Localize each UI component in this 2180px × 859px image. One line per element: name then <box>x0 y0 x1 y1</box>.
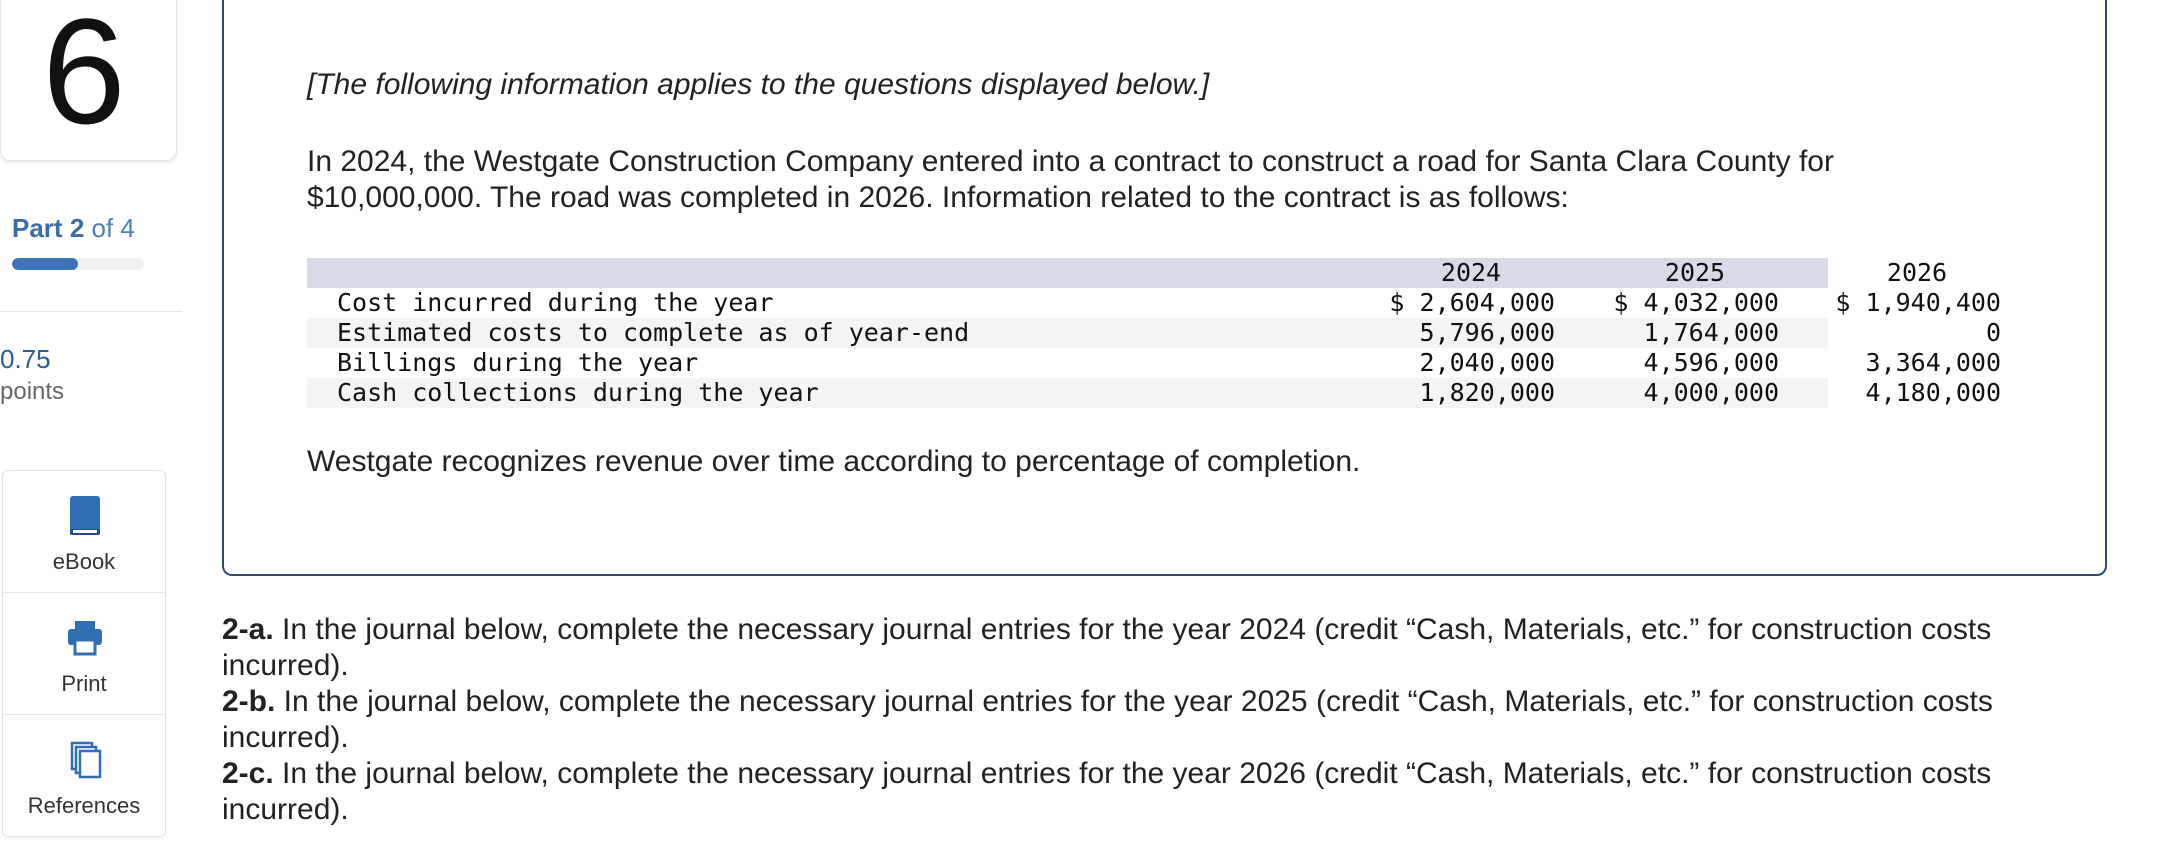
question-instructions <box>222 612 2122 828</box>
question-label: 2-b. <box>222 685 276 718</box>
copy-icon <box>64 737 106 783</box>
table-cell: 5,796,000 <box>1419 318 1555 347</box>
column-header: 2025 <box>1664 258 1726 287</box>
table-cell: 1,820,000 <box>1419 378 1555 407</box>
table-cell: 4,180,000 <box>1865 378 2001 407</box>
book-icon <box>64 493 106 539</box>
table-row <box>307 318 2001 348</box>
question-2b <box>222 684 2122 756</box>
table-cell: 1,764,000 <box>1643 318 1779 347</box>
row-label: Estimated costs to complete as of year-end <box>337 318 970 347</box>
intro-text: [The following information applies to the questions displayed below.] <box>307 68 1210 101</box>
question-2c <box>222 756 2122 828</box>
table-header <box>307 258 1948 288</box>
row-label: Cost incurred during the year <box>337 288 774 317</box>
part-current: 2 <box>69 213 85 243</box>
points-label: points <box>0 378 65 405</box>
table-cell: 4,000,000 <box>1643 378 1779 407</box>
column-header: 2026 <box>1886 258 1948 287</box>
printer-icon <box>64 615 106 661</box>
contract-description: In 2024, the Westgate Construction Company entered into a contract to construct a road for Santa Clara County for $10,000,000. The road was completed in 2026. Information related to the contract is as follows: <box>307 145 1834 214</box>
question-label: 2-a. <box>222 613 274 646</box>
tools-panel <box>2 470 166 837</box>
table-cell: 2,040,000 <box>1419 348 1555 377</box>
table-cell: $ 4,032,000 <box>1613 288 1779 317</box>
question-text: In the journal below, complete the necessary journal entries for the year 2024 (credit “Cash, Materials, etc.” for construction costs incurred). <box>222 613 1992 682</box>
question-2a <box>222 612 2122 684</box>
revenue-method-text: Westgate recognizes revenue over time according to percentage of completion. <box>307 445 1361 478</box>
ebook-label: eBook <box>52 549 116 574</box>
question-text: In the journal below, complete the necessary journal entries for the year 2025 (credit “Cash, Materials, etc.” for construction costs incurred). <box>222 685 1993 754</box>
table-cell: 4,596,000 <box>1643 348 1779 377</box>
column-header: 2024 <box>1440 258 1502 287</box>
question-number: 6 <box>42 0 126 155</box>
print-label: Print <box>61 671 107 696</box>
contract-table <box>307 258 2001 408</box>
table-cell: 0 <box>1985 318 2001 347</box>
row-label: Billings during the year <box>337 348 699 377</box>
part-progress-fill <box>12 258 78 270</box>
part-total: of 4 <box>91 213 135 243</box>
table-cell: $ 2,604,000 <box>1389 288 1555 317</box>
references-label: References <box>27 793 141 818</box>
table-row <box>307 348 2001 378</box>
sidebar-divider <box>0 311 182 312</box>
table-row <box>307 378 2001 408</box>
points-value: 0.75 <box>0 344 51 374</box>
part-label: Part <box>12 213 63 243</box>
part-indicator <box>12 213 135 244</box>
table-cell: $ 1,940,400 <box>1835 288 2001 317</box>
question-label: 2-c. <box>222 757 274 790</box>
table-cell: 3,364,000 <box>1865 348 2001 377</box>
print-button[interactable] <box>3 593 165 715</box>
references-button[interactable] <box>3 715 165 836</box>
question-text: In the journal below, complete the necessary journal entries for the year 2026 (credit “Cash, Materials, etc.” for construction costs incurred). <box>222 757 1992 826</box>
ebook-button[interactable] <box>3 471 165 593</box>
part-progress-bar <box>12 258 144 270</box>
row-label: Cash collections during the year <box>337 378 819 407</box>
table-row <box>307 288 2001 318</box>
